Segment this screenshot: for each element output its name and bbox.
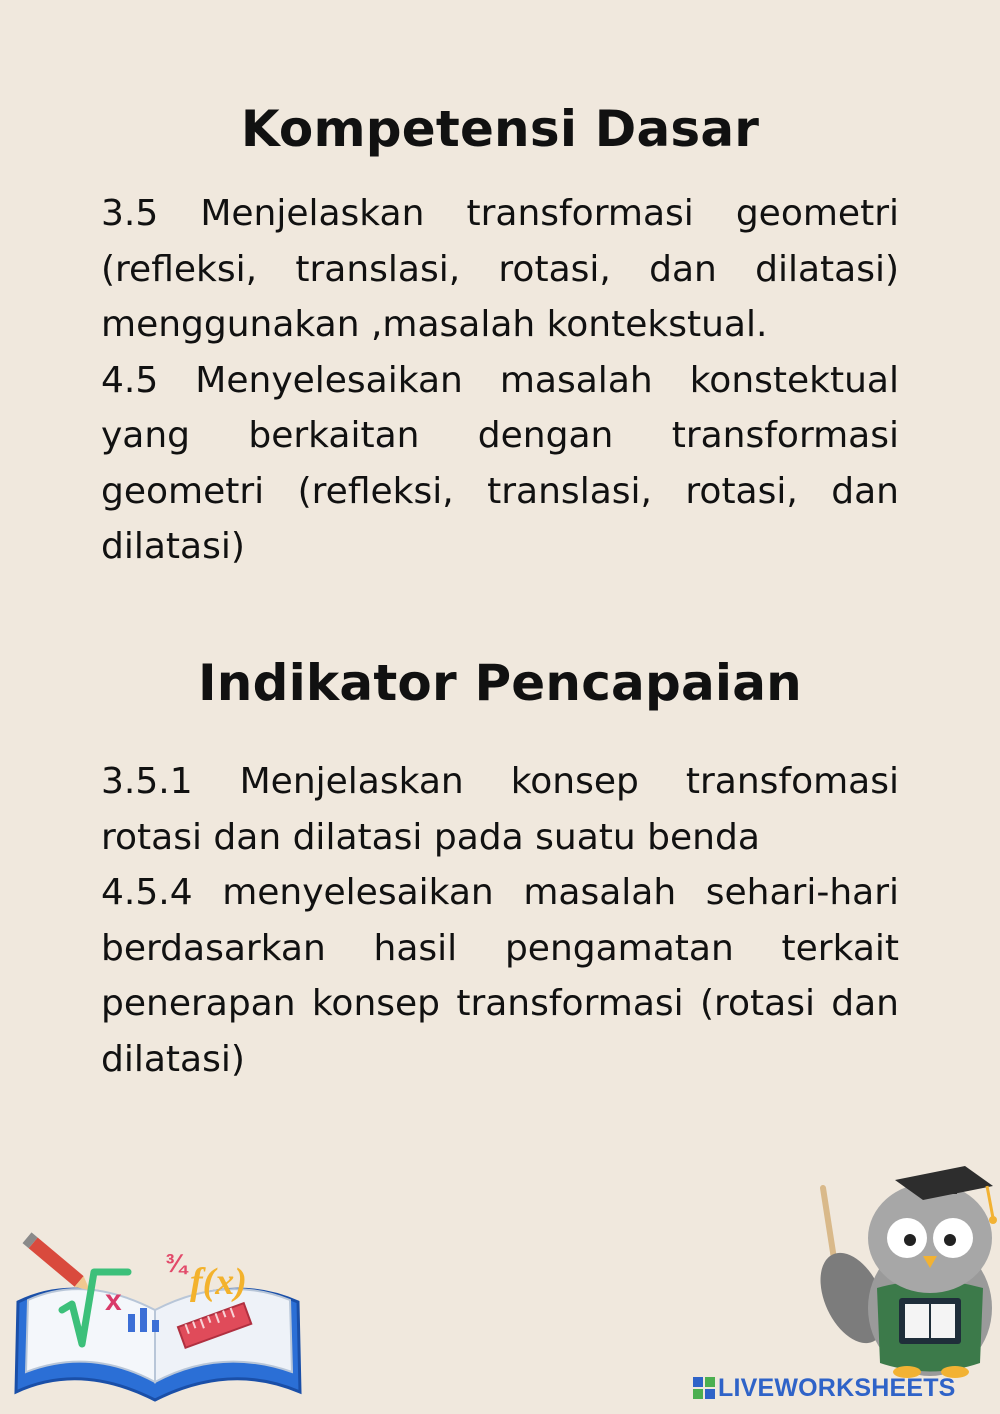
book-symbol-fx: f(x) bbox=[190, 1261, 247, 1303]
liveworksheets-wordmark: LIVEWORKSHEETS bbox=[718, 1373, 956, 1402]
math-book-icon bbox=[10, 1232, 305, 1407]
kompetensi-dasar-list bbox=[101, 186, 899, 575]
indikator-pencapaian-list bbox=[101, 754, 899, 1087]
ip-item-4-5-4: 4.5.4 menyelesaikan masalah sehari-hari berdasarkan hasil pengamatan terkait penerapan konsep transformasi (rotasi dan dilatasi) bbox=[101, 872, 899, 1080]
owl-teacher-icon bbox=[815, 1158, 1000, 1383]
liveworksheets-brand bbox=[693, 1372, 956, 1404]
indikator-pencapaian-title: Indikator Pencapaian bbox=[198, 654, 802, 712]
ip-item-3-5-1: 3.5.1 Menjelaskan konsep transfomasi rotasi dan dilatasi pada suatu benda bbox=[101, 761, 899, 858]
book-symbol-x: x bbox=[105, 1284, 122, 1317]
svg-text:¾: ¾ bbox=[165, 1248, 187, 1278]
liveworksheets-logo-icon bbox=[693, 1377, 715, 1399]
kompetensi-dasar-title: Kompetensi Dasar bbox=[240, 100, 760, 158]
kd-item-3-5: 3.5 Menjelaskan transformasi geometri (refleksi, translasi, rotasi, dan dilatasi) menggunakan ,masalah kontekstual. bbox=[101, 193, 899, 345]
kd-item-4-5: 4.5 Menyelesaikan masalah konstektual yang berkaitan dengan transformasi geometri (refleksi, translasi, rotasi, dan dilatasi) bbox=[101, 359, 899, 567]
